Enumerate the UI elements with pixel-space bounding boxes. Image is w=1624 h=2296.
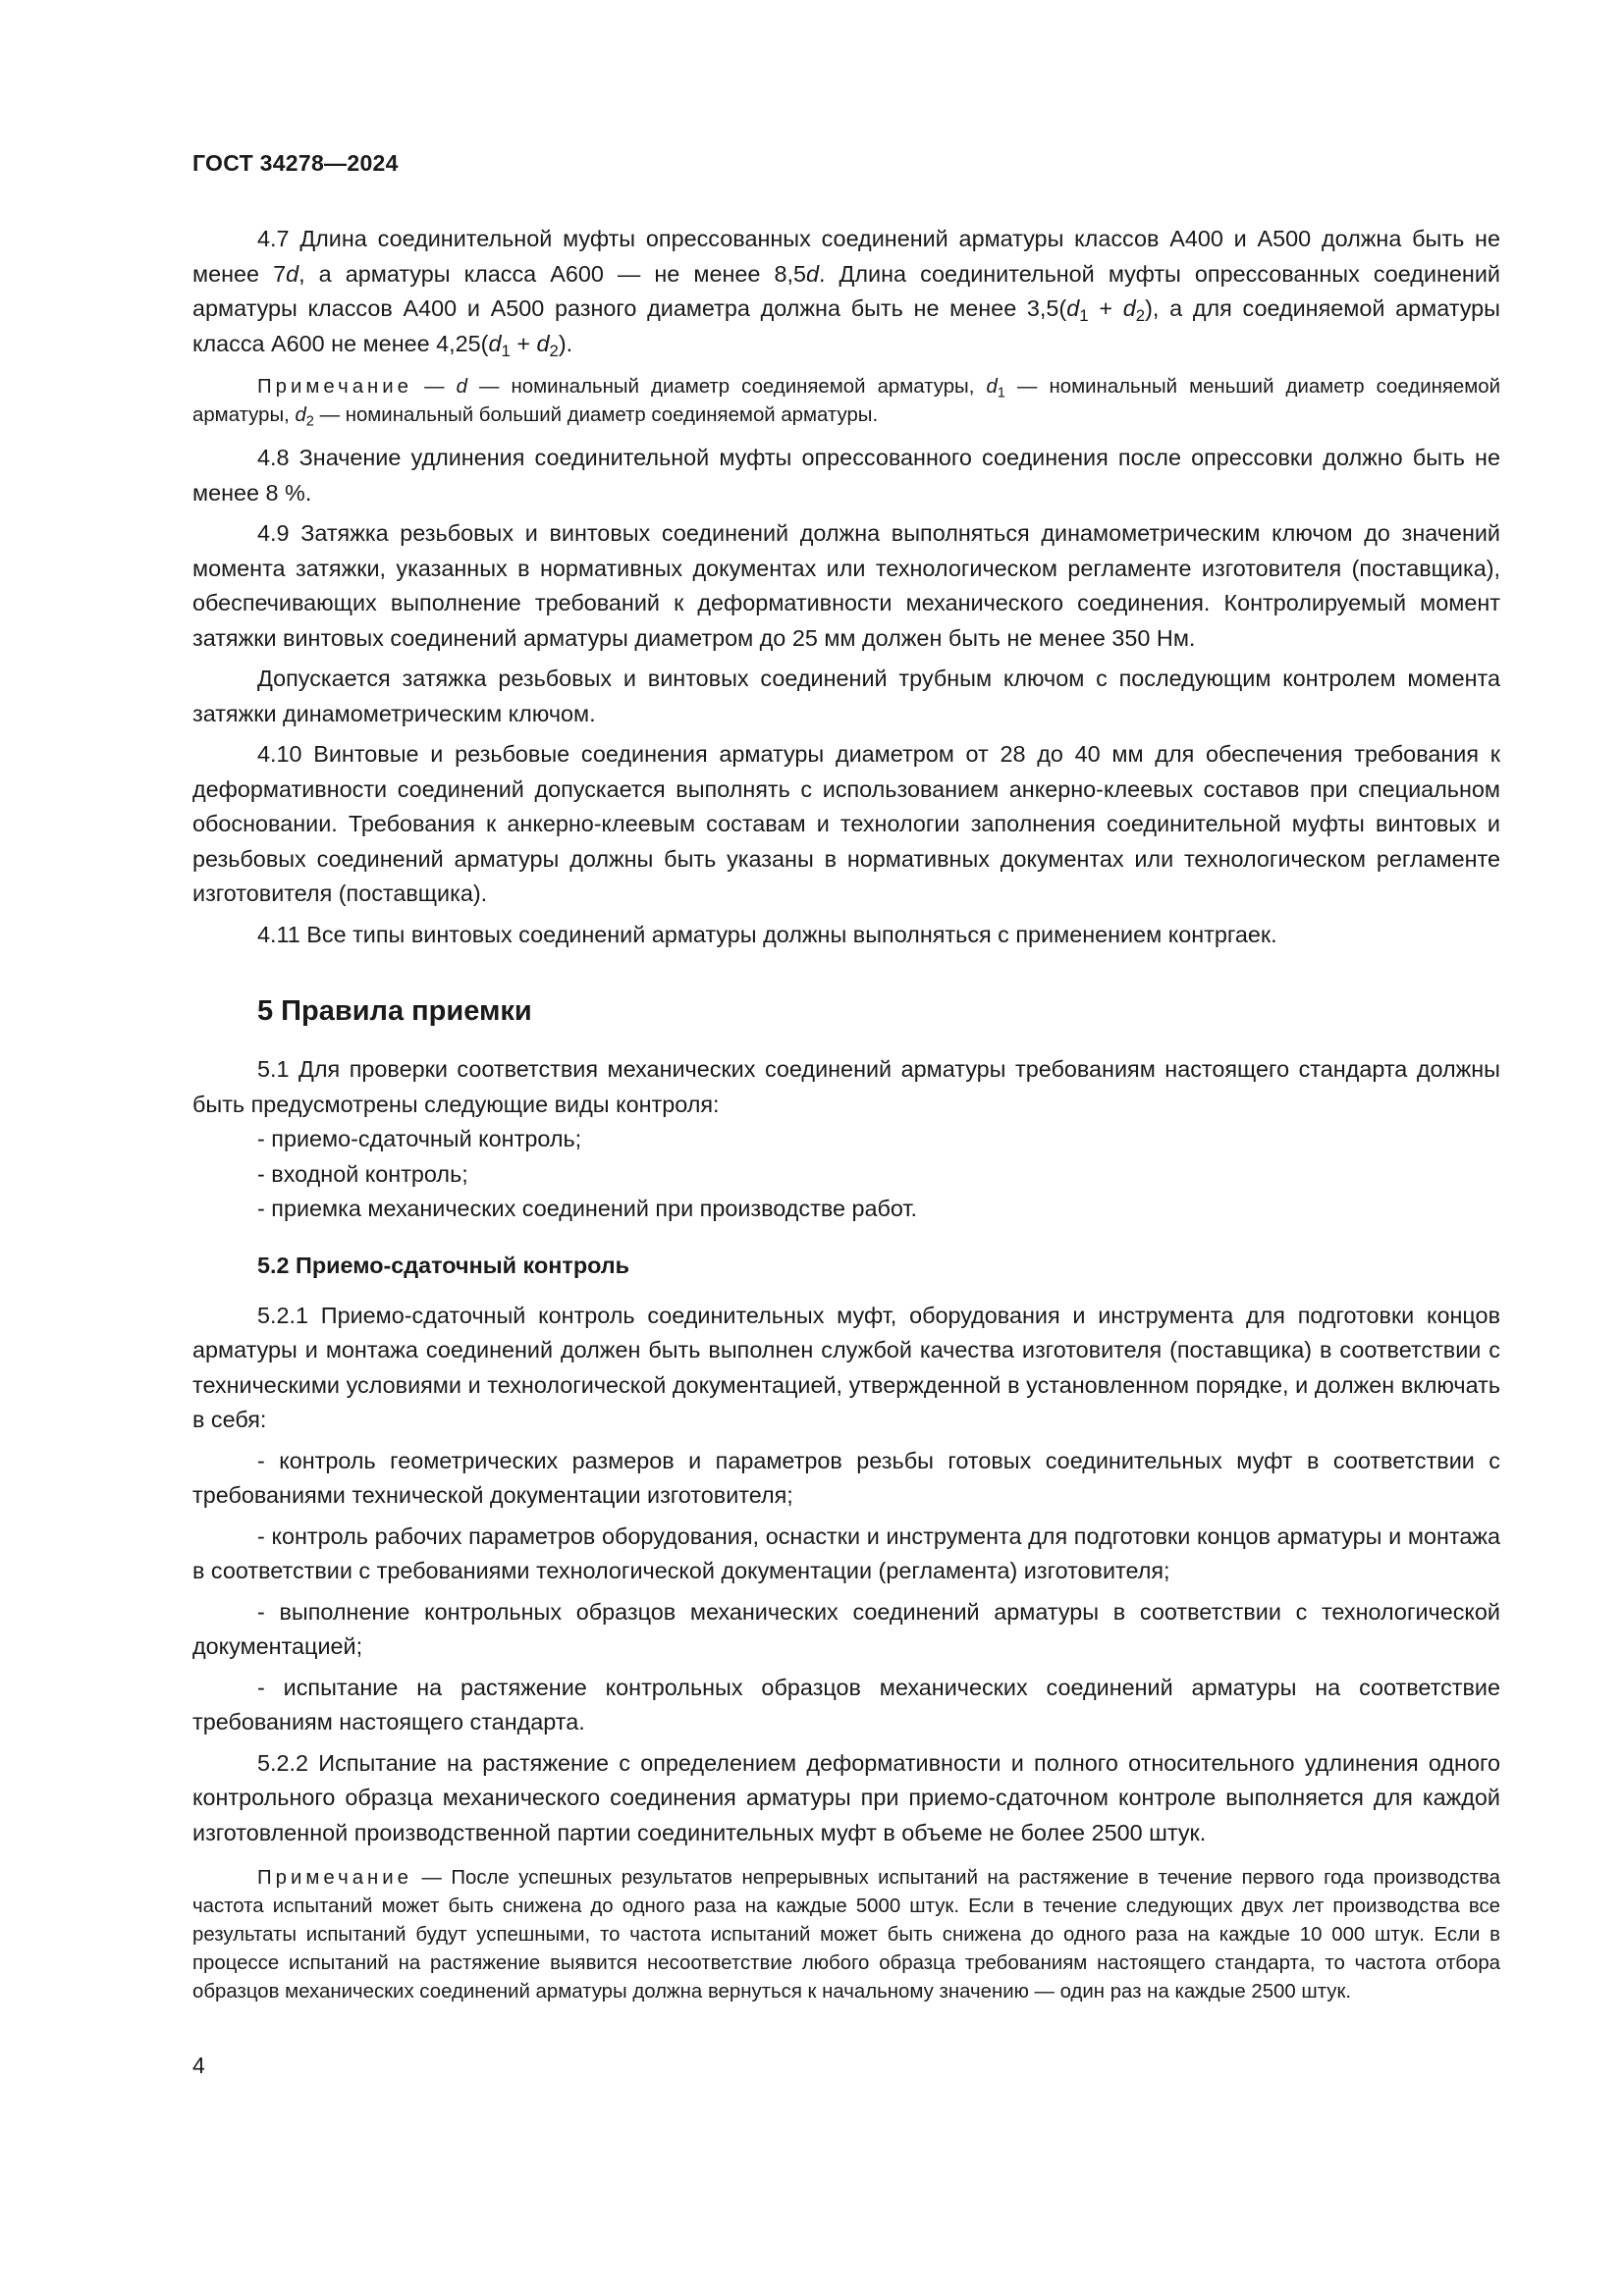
- clause-5-1: 5.1 Для проверки соответствия механических соединений арматуры требованиям настоящего стандарта должны быть предусмотрены следующие виды контроля:: [192, 1056, 1500, 1117]
- list-item: - контроль рабочих параметров оборудования, оснастки и инструмента для подготовки концов арматуры и монтажа в соответствии с требованиями технологической документации (регламента) изготовителя;: [192, 1522, 1500, 1583]
- clause-4-8: 4.8 Значение удлинения соединительной муфты опрессованного соединения после опрессовки должно быть не менее 8 %.: [192, 445, 1500, 506]
- subsection-5-2-heading: 5.2 Приемо-сдаточный контроль: [257, 1252, 630, 1278]
- clause-4-9: 4.9 Затяжка резьбовых и винтовых соединений должна выполняться динамометрическим ключом до значений момента затяжки, указанных в нормативных документах или технологическом регламенте изготовителя (поставщика), обеспечивающих выполнение требований к деформативности механического соединения. Контролируемый момент затяжки винтовых соединений арматуры диаметром до 25 мм должен быть не менее 350 Нм.: [192, 520, 1500, 651]
- list-item: - приемка механических соединений при производстве работ.: [257, 1196, 918, 1221]
- list-item: - входной контроль;: [257, 1160, 468, 1187]
- document-header: ГОСТ 34278—2024: [192, 150, 399, 176]
- clause-4-7: 4.7 Длина соединительной муфты опрессованных соединений арматуры классов А400 и А500 должна быть не менее 7d, а арматуры класса А600 — не менее 8,5d. Длина соединительной муфты опрессованных соединений арматуры классов А400 и А500 разного диаметра должна быть не менее $3,5(d_1 + d_2)$, а для соединяемой арматуры класса А600 не менее $4,25(d_1 + d_2)$.: [192, 226, 1500, 360]
- clause-5-2-1: 5.2.1 Приемо-сдаточный контроль соединительных муфт, оборудования и инструмента для подготовки концов арматуры и монтажа соединений должен быть выполнен службой качества изготовителя (поставщика) в соответствии с техническими условиями и технологической документацией, утвержденной в установленном порядке, и должен включать в себя:: [192, 1302, 1500, 1432]
- clause-4-9-continued: Допускается затяжка резьбовых и винтовых соединений трубным ключом с последующим контролем момента затяжки динамометрическим ключом.: [192, 666, 1500, 726]
- note-4-7: Примечание — d — номинальный диаметр соединяемой арматуры, $d_1$ — номинальный меньший диаметр соединяемой арматуры, $d_2$ — номинальный больший диаметр соединяемой арматуры.: [192, 376, 1500, 430]
- page-number: 4: [192, 2053, 205, 2078]
- note-5-2-2: Примечание — После успешных результатов непрерывных испытаний на растяжение в течение первого года производства частота испытаний может быть снижена до одного раза на каждые 5000 штук. Если в течение следующих двух лет производства все результаты испытаний будут успешными, то частота испытаний может быть снижена до одного раза на каждые 10 000 штук. Если в процессе испытаний на растяжение выявится несоответствие любого образца требованиям настоящего стандарта, то частота отбора образцов механических соединений арматуры должна вернуться к начальному значению — один раз на каждые 2500 штук.: [192, 1867, 1500, 2002]
- list-item: - выполнение контрольных образцов механических соединений арматуры в соответствии с технологической документацией;: [192, 1598, 1500, 1659]
- list-item: - испытание на растяжение контрольных образцов механических соединений арматуры на соответствие требованиям настоящего стандарта.: [192, 1674, 1500, 1735]
- clause-4-10: 4.10 Винтовые и резьбовые соединения арматуры диаметром от 28 до 40 мм для обеспечения требования к деформативности соединений допускается выполнять с использованием анкерно-клеевых составов при специальном обосновании. Требования к анкерно-клеевым составам и технологии заполнения соединительной муфты винтовых и резьбовых соединений арматуры должны быть указаны в нормативных документах или технологическом регламенте изготовителя (поставщика).: [192, 741, 1500, 906]
- list-item: - приемо-сдаточный контроль;: [257, 1126, 582, 1151]
- clause-4-11: 4.11 Все типы винтовых соединений арматуры должны выполняться с применением контргаек.: [257, 921, 1277, 947]
- section-5-heading: 5 Правила приемки: [257, 995, 532, 1027]
- list-item: - контроль геометрических размеров и параметров резьбы готовых соединительных муфт в соответствии с требованиями технической документации изготовителя;: [192, 1447, 1500, 1508]
- clause-5-2-2: 5.2.2 Испытание на растяжение с определением деформативности и полного относительного удлинения одного контрольного образца механического соединения арматуры при приемо-сдаточном контроле выполняется для каждой изготовленной производственной партии соединительных муфт в объеме не более 2500 штук.: [192, 1749, 1500, 1845]
- document-body: [192, 222, 1500, 2006]
